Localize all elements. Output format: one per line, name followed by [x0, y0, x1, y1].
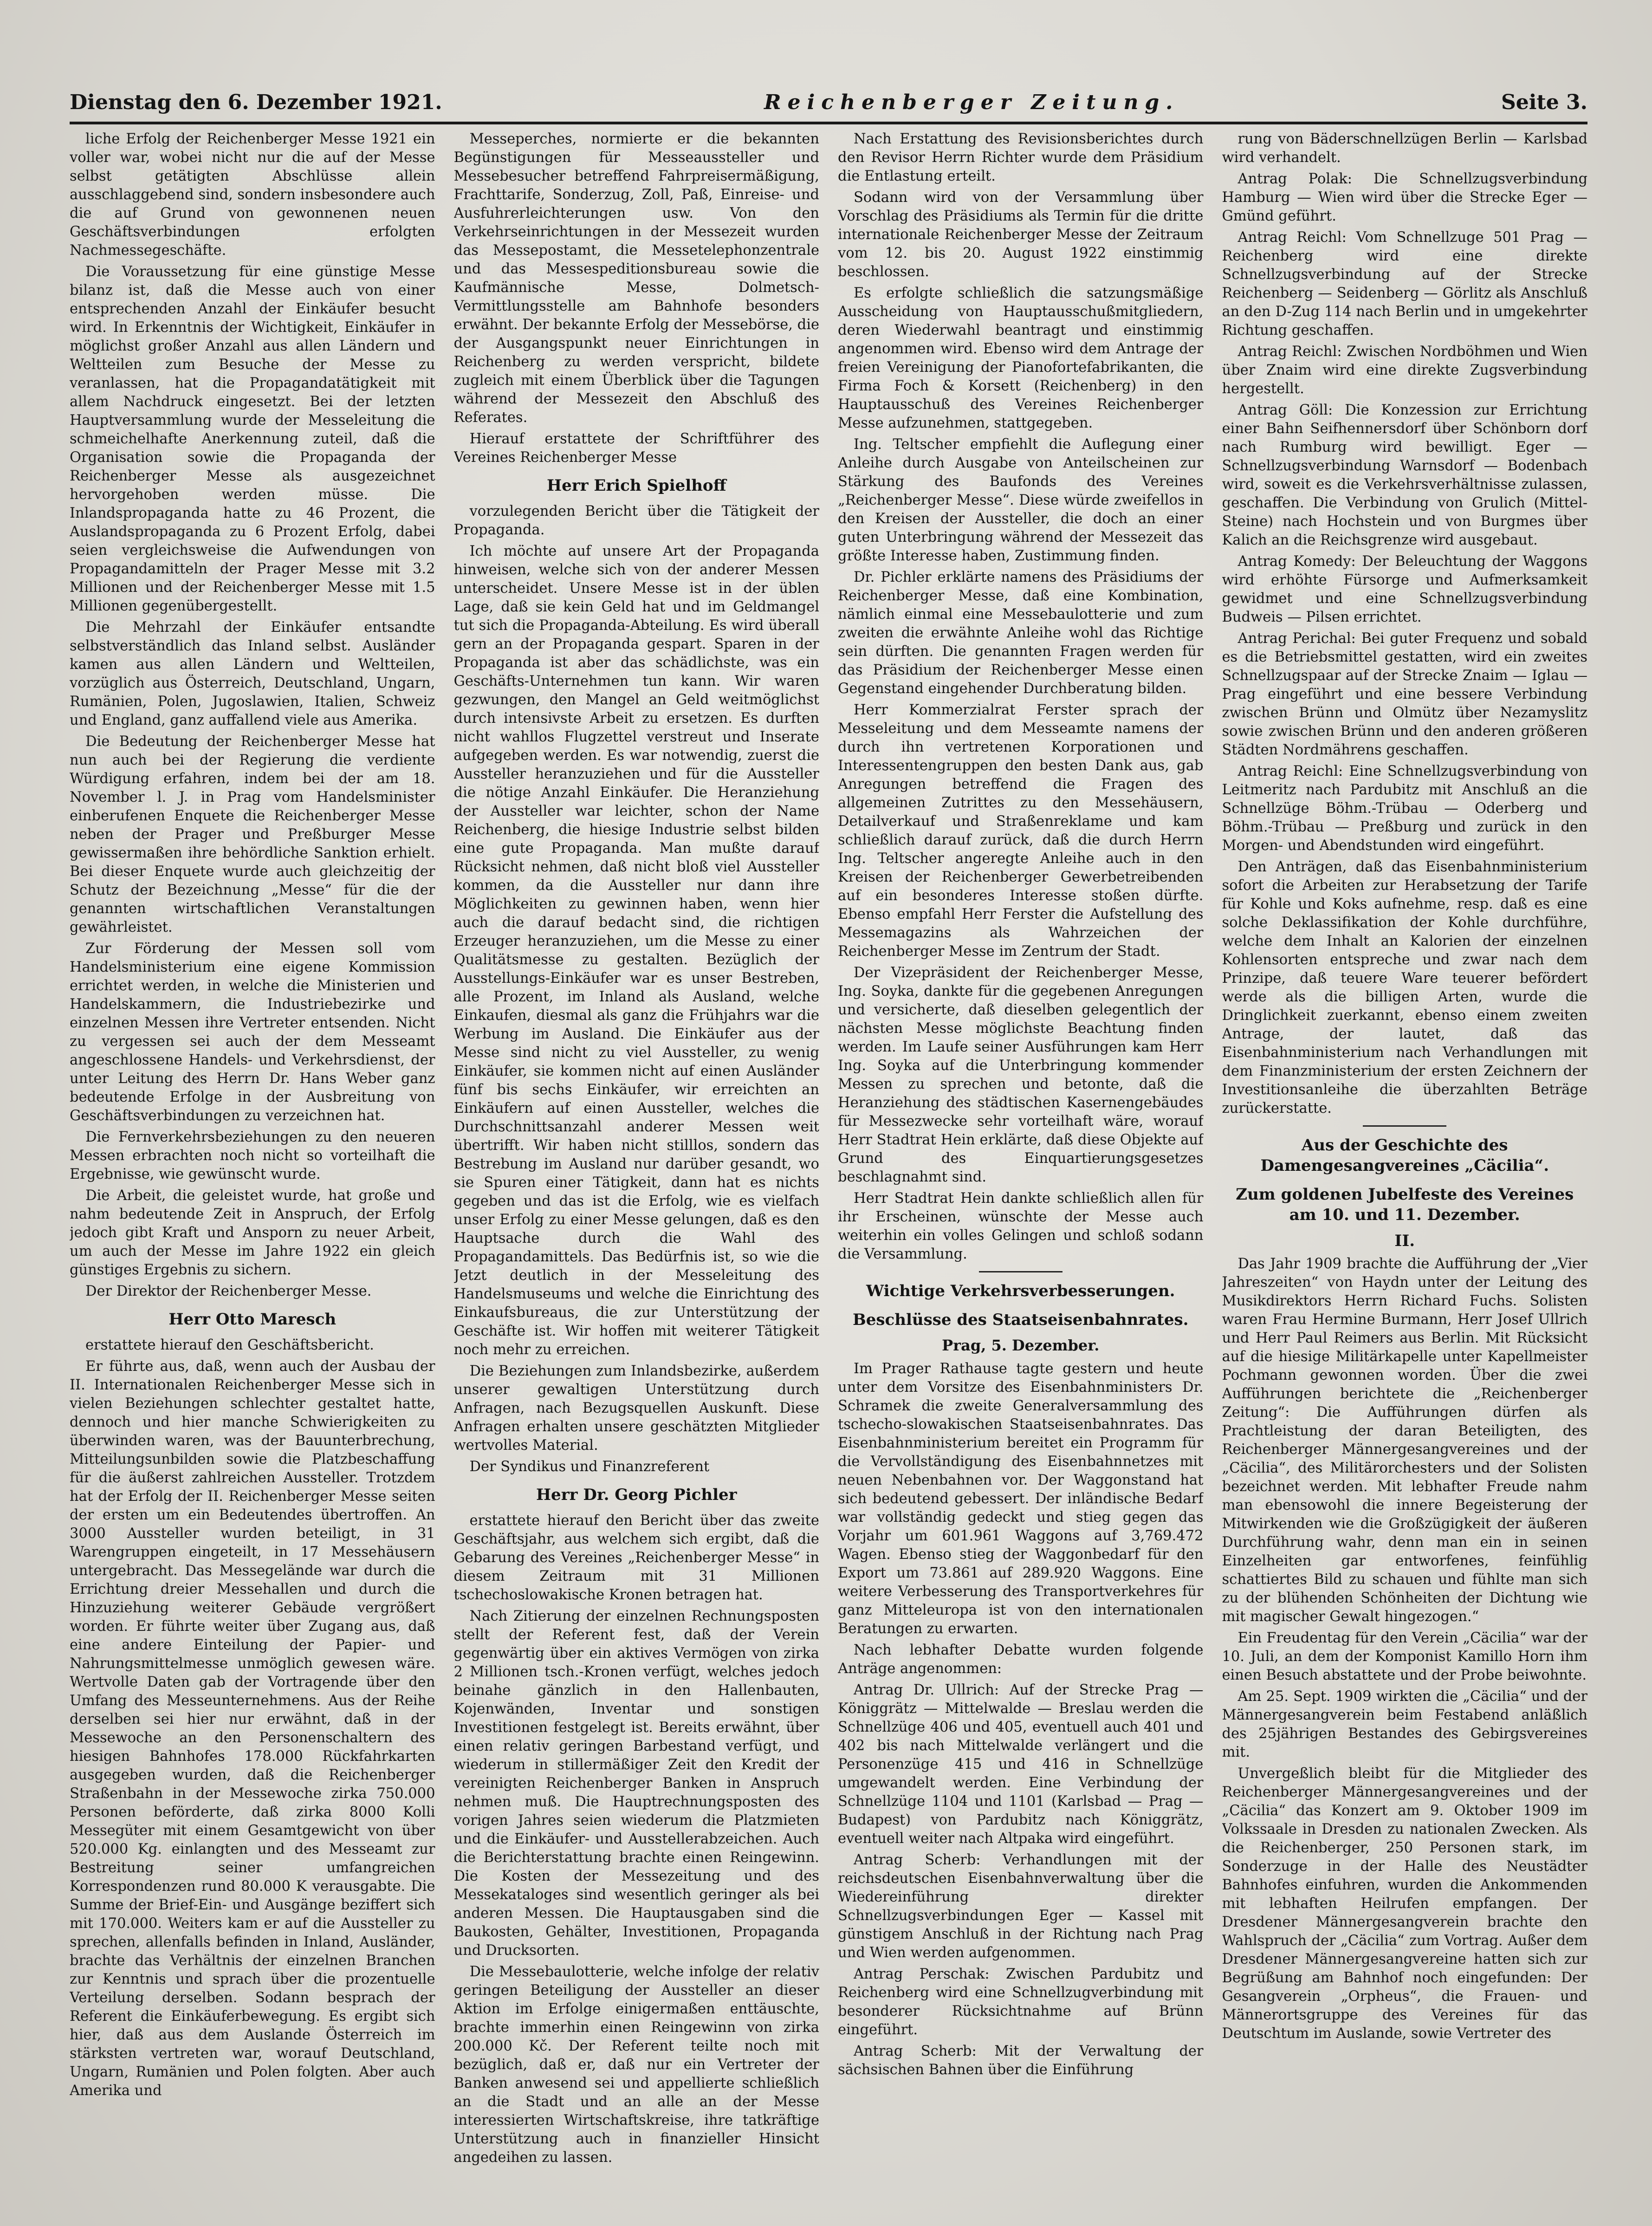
column-2: [454, 130, 820, 2200]
part-numeral: II.: [1394, 1232, 1415, 1250]
paragraph: Nach Zitierung der einzelnen Rechnungsposten stellt der Referent fest, daß der Verein gegenwärtig über ein aktives Vermögen von zirka 2 Millionen tsch.-Kronen verfügt, welches jedoch beinahe gänzlich in den Hallenbauten, Kojenwänden, Inventar und sonstigen Investitionen festgelegt ist. Bereits erwähnt, über einen relativ geringen Barbestand verfügt, und wiederum in stillermäßiger Zeit den Kredit der vereinigten Reichenberger Banken in Anspruch nehmen muß. Die Hauptrechnungsposten des vorigen Jahres seien wiederum die Platzmieten und die Einkäufer- und Ausstellerabzeichen. Auch die Berichterstattung brachte einen Reingewinn. Die Kosten der Messezeitung und des Messekataloges sind wesentlich geringer als bei anderen Messen. Die Hauptausgaben sind die Baukosten, Gehälter, Investitionen, Propaganda und Drucksorten.: [453, 1608, 819, 1959]
paragraph: Der Syndikus und Finanzreferent: [469, 1459, 710, 1475]
dateline: Prag, 5. Dezember.: [942, 1337, 1100, 1354]
section-heading: Wichtige Verkehrsverbesserungen.: [866, 1282, 1175, 1300]
paragraph: Die Fernverkehrsbeziehungen zu den neueren Messen erbrachten noch nicht so vorteilhaft die Ergebnisse, wie gewünscht wurde.: [70, 1129, 435, 1182]
section-heading: Herr Erich Spielhoff: [546, 476, 726, 495]
paragraph: Messeperches, normierte er die bekannten Begünstigungen für Messeaussteller und Messebesucher betreffend Fahrpreisermäßigung, Frachttarife, Sonderzug, Zoll, Paß, Einreise- und Ausfuhrerleichterungen usw. Von den Verkehrseinrichtungen in der Messezeit wurden das Messepostamt, die Messetelephonzentrale und das Messespeditionsbureau sowie die Kaufmännische Messe, Dolmetsch-Vermittlungsstelle am Bahnhofe besonders erwähnt. Der bekannte Erfolg der Messebörse, die der Ausgangspunkt neuer Einrichtungen in Reichenberg zu werden verspricht, bildete zugleich mit einem Überblick über die Tagungen während der Messezeit den Abschluß des Referates.: [453, 131, 819, 426]
paragraph: Der Direktor der Reichenberger Messe.: [85, 1283, 372, 1299]
paragraph: Antrag Dr. Ullrich: Auf der Strecke Prag — Königgrätz — Mittelwalde — Breslau werden die Schnellzüge 406 und 405, eventuell auch 401 und 402 bis nach Mittelwalde verlängert und die Personenzüge 415 und 416 in Schnellzüge umgewandelt werden. Eine Verbindung der Schnellzüge 1104 und 1101 (Karlsbad — Prag — Budapest) von Pardubitz nach Königgrätz, eventuell weiter nach Altpaka wird eingeführt.: [838, 1682, 1204, 1847]
paragraph: Er führte aus, daß, wenn auch der Ausbau der II. Internationalen Reichenberger Messe sich in vielen Beziehungen schlechter gestaltet hatte, dennoch und hier manche Schwierigkeiten zu überwinden waren, was der Bauunterbrechung, Mitteilungsunbilden sowie die Platzbeschaffung für die äußerst zahlreichen Aussteller. Trotzdem hat der Erfolg der II. Reichenberger Messe seiten der ersten um ein Bedeutendes übertroffen. An 3000 Aussteller wurden beteiligt, in 31 Warengruppen eingeteilt, in 17 Messehäusern untergebracht. Das Messegelände war durch die Errichtung dreier Messehallen und durch die Hinzuziehung weiterer Gebäude vergrößert worden. Er führte weiter über Zugang aus, daß eine andere Einteilung der Papier- und Nahrungsmittelmesse unmöglich gewesen wäre. Wertvolle Daten gab der Vortragende über den Umfang des Messeunternehmens. Aus der Reihe derselben sei hier nur erwähnt, daß in der Messewoche an den Personenschaltern des hiesigen Bahnhofes 178.000 Rückfahrkarten ausgegeben wurden, daß die Reichenberger Straßenbahn in der Messewoche zirka 750.000 Personen beförderte, daß zirka 8000 Kolli Messegüter mit einem Gesamtgewicht von über 520.000 Kg. einlangten und des Messeamt zur Bestreitung seiner umfangreichen Korrespondenzen rund 80.000 K verausgabte. Die Summe der Brief-Ein- und Ausgänge beziffert sich mit 170.000. Weiters kam er auf die Aussteller zu sprechen, allenfalls befinden in Inland, Ausländer, brachte das Verhältnis der einzelnen Branchen zur Kenntnis und sprach über die prozentuelle Verteilung derselben. Sodann besprach der Referent die Einkäuferbewegung. Es ergibt sich hier, daß aus dem Auslande Österreich im stärksten vertreten war, worauf Deutschland, Ungarn, Rumänien und Polen folgten. Aber auch Amerika und: [70, 1358, 435, 2099]
section-heading: Zum goldenen Jubelfeste des Vereines am 10. und 11. Dezember.: [1236, 1185, 1574, 1224]
paragraph: Herr Kommerzialrat Ferster sprach der Messeleitung und dem Messeamte namens der durch ihn vertretenen Korporationen und Interessentengruppen den besten Dank aus, gab Anregungen betreffend die Fragen des allgemeinen Zutrittes zu den Messehäusern, Detailverkauf und Straßenreklame und kam schließlich darauf zurück, daß die durch Herrn Ing. Teltscher angeregte Anleihe auch in den Kreisen der Reichenberger Gewerbetreibenden auf ein besonderes Interesse stoßen dürfte. Ebenso empfahl Herr Ferster die Aufstellung des Messemagazins als Wahrzeichen der Reichenberger Messe im Zentrum der Stadt.: [838, 702, 1204, 960]
column-4: [1222, 130, 1588, 2200]
paragraph: Ich möchte auf unsere Art der Propaganda hinweisen, welche sich von der anderer Messen unterscheidet. Unsere Messe ist in der üblen Lage, daß sie kein Geld hat und im Geldmangel tut sich die Propaganda-Abteilung. Es wird überall gern an der Propaganda gespart. Sparen in der Propaganda ist aber das schädlichste, was ein Geschäfts-Unternehmen tun kann. Wir waren gezwungen, den Mangel an Geld weitmöglichst durch intensivste Arbeit zu ersetzen. Es durften nicht wahllos Flugzettel verstreut und Inserate aufgegeben werden. Es war notwendig, zuerst die Aussteller heranzuziehen und für die Aussteller die nötige Anzahl Einkäufer. Die Heranziehung der Aussteller war leichter, schon der Name Reichenberg, die hiesige Industrie selbst bilden eine gute Propaganda. Man mußte darauf Rücksicht nehmen, daß nicht bloß viel Aussteller kommen, da die Aussteller nur dann ihre Möglichkeiten zu gewinnen haben, wenn hier auch die darauf bedacht sind, die richtigen Erzeuger heranzuziehen, um die Messe zu einer Qualitätsmesse zu gestalten. Bezüglich der Ausstellungs-Einkäufer war es unser Bestreben, alle Prozent, im Inland als Ausland, welche Einkaufen, diesmal als ganz die Frühjahrs war die Werbung im Ausland. Die Einkäufer aus der Messe sind nicht zu viel Aussteller, zu wenig Einkäufer, sie kommen nicht auf einen Ausländer fünf bis sechs Einkäufer, wir erreichten an Einkäufern auf einen Aussteller, welches die Durchschnittsanzahl anderer Messen weit übertrifft. Wir haben nicht stilllos, sondern das Bestrebung im Ausland nur darüber gesandt, wo sie Spuren einer Tätigkeit, dann hat es nichts gegeben und das ist die Erfolg, wie es vielfach unser Erfolg zu einer Messe gelungen, daß es den Hauptsache durch die Wahl des Propagandamittels. Das Bedürfnis ist, so wie die Jetzt deutlich in der Messeleitung des Handelsmuseums und welche die Einrichtung des Einkaufsbureaus, die zur Unterstützung der Geschäfte ist. Wir hoffen mit weiterer Tätigkeit noch mehr zu erreichen.: [453, 543, 819, 1358]
paragraph: Die Messebaulotterie, welche infolge der relativ geringen Beteiligung der Aussteller an dieser Aktion im Erfolge einigermaßen enttäuschte, brachte immerhin einen Reingewinn von zirka 200.000 Kč. Der Referent teilte noch mit bezüglich, daß er, daß nur ein Vertreter der Banken anwesend sei und appellierte schließlich an die Stadt und an alle an der Messe interessierten Wirtschaftskreise, ihre tatkräftige Unterstützung auch in finanzieller Hinsicht angedeihen zu lassen.: [453, 1964, 819, 2166]
masthead: Reichenberger Zeitung.: [764, 90, 1179, 114]
paragraph: Antrag Reichl: Zwischen Nordböhmen und Wien über Znaim wird eine direkte Zugsverbindung hergestellt.: [1222, 344, 1587, 397]
paragraph: erstattete hierauf den Bericht über das zweite Geschäftsjahr, aus welchem sich ergibt, daß die Gebarung des Vereines „Reichenberger Messe“ in diesem Zeitraum mit 31 Millionen tschechoslowakische Kronen betragen hat.: [453, 1512, 819, 1603]
section-heading: Herr Otto Maresch: [168, 1310, 337, 1329]
paragraph: Nach Erstattung des Revisionsberichtes durch den Revisor Herrn Richter wurde dem Präsidium die Entlastung erteilt.: [838, 131, 1204, 184]
paragraph: Das Jahr 1909 brachte die Aufführung der „Vier Jahreszeiten“ von Haydn unter der Leitung des Musikdirektors Herrn Richard Fuchs. Solisten waren Frau Hermine Burmann, Herr Josef Ullrich und Herr Paul Reimers aus Berlin. Mit Rücksicht auf die hiesige Militärkapelle unter Kapellmeister Pochmann gewonnen worden. Über die zwei Aufführungen berichtete die „Reichenberger Zeitung“: Die Aufführungen dürfen als Prachtleistung der daran Beteiligten, des Reichenberger Männergesangvereines und der „Cäcilia“, des Militärorchesters und der Solisten bezeichnet werden. Mit lebhafter Freude nahm man ebensowohl die innere Begeisterung der Mitwirkenden wie die Großzügigkeit der äußeren Durchführung wahr, denn man ein in seinen Einzelheiten gar entworfenes, feinfühlig schattiertes Bild zu schauen und fühlte man sich zu der blühenden Schönheiten der Dichtung wie mit magischer Gewalt hingezogen.“: [1222, 1256, 1587, 1625]
paragraph: Den Anträgen, daß das Eisenbahnministerium sofort die Arbeiten zur Herabsetzung der Tarife für Kohle und Koks aufnehme, resp. daß es eine solche Deklassifikation der Kohle durchführe, welche dem Inhalt an Kalorien der einzelnen Kohlensorten entspreche und zwar nach dem Prinzipe, daß teuere Ware teuerer befördert werde als die billigen Arten, wurde die Dringlichkeit zuerkannt, ebenso einem zweiten Antrage, der lautet, daß das Eisenbahnministerium nach Verhandlungen mit dem Finanzministerium der ersten Zeichnern der Investitionsanleihe die überzahlten Beträge zurückerstatte.: [1222, 859, 1587, 1116]
page-number: Seite 3.: [1501, 90, 1587, 114]
section-heading: Beschlüsse des Staatseisenbahnrates.: [853, 1311, 1189, 1329]
paragraph: Zur Förderung der Messen soll vom Handelsministerium eine eigene Kommission errichtet werden, in welche die Ministerien und Handelskammern, die Industriebezirke und einzelnen Messen ihre Vertreter entsenden. Nicht zu vergessen sei auch der dem Messeamt angeschlossene Handels- und Verkehrsdienst, der unter Leitung des Herrn Dr. Hans Weber ganz bedeutende Erfolge in der Ausbreitung von Geschäftsverbindungen zu verzeichnen hat.: [70, 941, 435, 1124]
column-3: [838, 130, 1204, 2200]
paragraph: Die Beziehungen zum Inlandsbezirke, außerdem unserer gewaltigen Unterstützung durch Anfragen, nach Bezugsquellen Auskunft. Diese Anfragen erhalten unsere geschätzten Mitglieder wertvolles Material.: [453, 1363, 819, 1454]
paragraph: Unvergeßlich bleibt für die Mitglieder des Reichenberger Männergesangvereines und der „Cäcilia“ das Konzert am 9. Oktober 1909 im Volkssaale in Dresden zu nationalen Zwecken. Als die Reichenberger, 250 Personen stark, im Sonderzuge in der Halle des Neustädter Bahnhofes einfuhren, wurden die Ankommenden mit lebhaften Heilrufen empfangen. Der Dresdener Männergesangverein brachte den Wahlspruch der „Cäcilia“ zum Vortrag. Außer dem Dresdener Männergesangvereine hatten sich zur Begrüßung am Bahnhof noch eingefunden: Der Gesangverein „Orpheus“, die Frauen- und Männerortsgruppe des Vereines für das Deutschtum im Auslande, sowie Vertreter des: [1222, 1765, 1587, 2042]
page-header: [70, 84, 1587, 121]
section-heading: Herr Dr. Georg Pichler: [536, 1486, 737, 1504]
paragraph: vorzulegenden Bericht über die Tätigkeit der Propaganda.: [453, 503, 819, 538]
column-1: [70, 130, 435, 2200]
article-divider: [979, 1271, 1062, 1272]
paragraph: Antrag Scherb: Mit der Verwaltung der sächsischen Bahnen über die Einführung: [838, 2043, 1204, 2078]
paragraph: Antrag Perschak: Zwischen Pardubitz und Reichenberg wird eine Schnellzugverbindung mit besonderer Rücksichtnahme auf Brünn eingeführt.: [838, 1966, 1204, 2038]
paragraph: Dr. Pichler erklärte namens des Präsidiums der Reichenberger Messe, daß eine Kombination, nämlich einmal eine Messebaulotterie und zum zweiten die erwähnte Anleihe wohl das Richtige sein dürften. Die genannten Fragen werden für das Präsidium der Reichenberger Messe einen Gegenstand eingehender Durchberatung bilden.: [838, 569, 1204, 697]
paragraph: Antrag Reichl: Eine Schnellzugsverbindung von Leitmeritz nach Pardubitz mit Anschluß an die Schnellzüge Böhm.-Trübau — Oderberg und Böhm.-Trübau — Preßburg und zurück in den Morgen- und Abendstunden wird eingeführt.: [1222, 763, 1587, 854]
paragraph: Antrag Göll: Die Konzession zur Errichtung einer Bahn Seifhennersdorf über Schönborn dorf nach Rumburg wird bewilligt. Eger — Schnellzugsverbindung Warnsdorf — Bodenbach wird, soweit es die Verkehrsverhältnisse zulassen, geschaffen. Die Verbindung von Grulich (Mittel-Steine) nach Hochstein und von Burgmes über Kalich an die Reichsgrenze wird ausgebaut.: [1222, 402, 1587, 548]
paragraph: Antrag Polak: Die Schnellzugsverbindung Hamburg — Wien wird über die Strecke Eger — Gmünd geführt.: [1222, 171, 1587, 224]
paragraph: Ein Freudentag für den Verein „Cäcilia“ war der 10. Juli, an dem der Komponist Kamillo Horn ihm einen Besuch abstattete und der Probe beiwohnte.: [1222, 1630, 1587, 1683]
paragraph: Am 25. Sept. 1909 wirkten die „Cäcilia“ und der Männergesangverein beim Festabend anläßlich des 25jährigen Bestandes des Gebirgsvereines mit.: [1222, 1688, 1587, 1760]
paragraph: Die Voraussetzung für eine günstige Messe bilanz ist, daß die Messe auch von einer entsprechenden Anzahl der Einkäufer besucht wird. In Erkenntnis der Wichtigkeit, Einkäufer in möglichst großer Anzahl aus allen Ländern und Weltteilen zum Besuche der Messe zu veranlassen, hat die Propagandatätigkeit mit allem Nachdruck eingesetzt. Bei der letzten Hauptversammlung wurde der Messeleitung die schmeichelhafte Anerkennung zuteil, daß die Organisation sowie die Propaganda der Reichenberger Messe als ausgezeichnet hervorgehoben werden müsse. Die Inlandspropaganda hatte zu 46 Prozent, die Auslandspropaganda zu 6 Prozent Erfolg, dabei seien vergleichsweise die Aufwendungen von Propagandamitteln der Prager Messe mit 3.2 Millionen und der Reichenberger Messe mit 1.5 Millionen gegenübergestellt.: [70, 264, 435, 614]
paragraph: Hierauf erstattete der Schriftführer des Vereines Reichenberger Messe: [453, 431, 819, 466]
header-rule: [70, 122, 1587, 124]
paragraph: Nach lebhafter Debatte wurden folgende Anträge angenommen:: [838, 1642, 1204, 1677]
paragraph: Ing. Teltscher empfiehlt die Auflegung einer Anleihe durch Ausgabe von Anteilscheinen zur Stärkung des Baufonds des Vereines „Reichenberger Messe“. Diese würde zweifellos in den Kreisen der Aussteller, die doch an einer guten Unterbringung während der Messezeit das größte Interesse haben, Zustimmung finden.: [838, 436, 1204, 564]
paragraph: Die Arbeit, die geleistet wurde, hat große und nahm bedeutende Zeit in Anspruch, der Erfolg jedoch gibt Kraft und Ansporn zu neuer Arbeit, um auch der Messe im Jahre 1922 ein gleich günstiges Ergebnis zu sichern.: [70, 1188, 435, 1278]
paragraph: Sodann wird von der Versammlung über Vorschlag des Präsidiums als Termin für die dritte internationale Reichenberger Messe der Zeitraum vom 12. bis 20. August 1922 einstimmig beschlossen.: [838, 189, 1204, 280]
paragraph: erstattete hierauf den Geschäftsbericht.: [85, 1337, 374, 1353]
paragraph: Herr Stadtrat Hein dankte schließlich allen für ihr Erscheinen, wünschte der Messe auch weiterhin ein volles Gelingen und schloß sodann die Versammlung.: [838, 1190, 1204, 1262]
paragraph: Antrag Scherb: Verhandlungen mit der reichsdeutschen Eisenbahnverwaltung über die Wiedereinführung direkter Schnellzugsverbindungen Eger — Kassel mit günstigem Anschluß in der Richtung nach Prag und Wien werden aufgenommen.: [838, 1852, 1204, 1961]
paragraph: Es erfolgte schließlich die satzungsmäßige Ausscheidung von Hauptausschußmitgliedern, deren Wiederwahl beantragt und einstimmig angenommen wird. Ebenso wird dem Antrage der freien Vereinigung der Pianofortefabrikanten, die Firma Foch & Korsett (Reichenberg) in den Hauptausschuß des Vereines Reichenberger Messe aufzunehmen, stattgegeben.: [838, 285, 1204, 431]
paragraph: Im Prager Rathause tagte gestern und heute unter dem Vorsitze des Eisenbahnministers Dr. Schramek die zweite Generalversammlung des tschecho-slowakischen Staatseisenbahnrates. Das Eisenbahnministerium bereitet ein Programm für die Vervollständigung des Eisenbahnnetzes mit neuen Nebenbahnen vor. Der Waggonstand hat sich bedeutend gebessert. Der inländische Bedarf war vollständig gedeckt und stieg gegen das Vorjahr um 601.961 Waggons auf 3,769.472 Wagen. Ebenso stieg der Waggonbedarf für den Export um 73.861 auf 289.920 Waggons. Eine weitere Verbesserung des Transportverkehres für ganz Mitteleuropa ist von den internationalen Beratungen zu erwarten.: [838, 1361, 1204, 1637]
paragraph: Die Mehrzahl der Einkäufer entsandte selbstverständlich das Inland selbst. Ausländer kamen aus allen Ländern und Weltteilen, vorzüglich aus Österreich, Deutschland, Ungarn, Rumänien, Polen, Jugoslawien, Italien, Schweiz und England, ganz auffallend viele aus Amerika.: [70, 619, 435, 728]
article-divider: [1363, 1125, 1446, 1127]
issue-date: Dienstag den 6. Dezember 1921.: [70, 90, 442, 114]
article-columns: [70, 130, 1587, 2200]
paragraph: Antrag Reichl: Vom Schnellzuge 501 Prag — Reichenberg wird eine direkte Schnellzugsverbindung auf der Strecke Reichenberg — Seidenberg — Görlitz als Anschluß an den D-Zug 114 nach Berlin und in umgekehrter Richtung geschaffen.: [1222, 229, 1587, 338]
section-heading: Aus der Geschichte des Damengesangvereines „Cäcilia“.: [1260, 1136, 1549, 1175]
paragraph: Antrag Perichal: Bei guter Frequenz und sobald es die Betriebsmittel gestatten, wird ein zweites Schnellzugspaar auf der Strecke Znaim — Iglau — Prag eingeführt und eine bessere Verbindung zwischen Brünn und Olmütz über Nezamyslitz sowie zwischen Brünn und den anderen größeren Städten Nordmährens geschaffen.: [1222, 630, 1587, 758]
paragraph: rung von Bäderschnellzügen Berlin — Karlsbad wird verhandelt.: [1222, 131, 1587, 166]
paragraph: Die Bedeutung der Reichenberger Messe hat nun auch bei der Regierung die verdiente Würdigung erfahren, indem bei der am 18. November l. J. in Prag vom Handelsminister einberufenen Enquete die Reichenberger Messe neben der Prager und Preßburger Messe gewissermaßen ihre behördliche Sanktion erhielt. Bei dieser Enquete wurde auch gleichzeitig der Schutz der Bezeichnung „Messe“ für die der genannten wirtschaftlichen Veranstaltungen gewährleistet.: [70, 733, 435, 935]
paragraph: Der Vizepräsident der Reichenberger Messe, Ing. Soyka, dankte für die gegebenen Anregungen und versicherte, daß dieselben gelegentlich der nächsten Messe möglichste Beachtung finden werden. Im Laufe seiner Ausführungen kam Herr Ing. Soyka auf die Unterbringung kommender Messen zu sprechen und betonte, daß die Heranziehung des städtischen Kasernengebäudes für Messezwecke sehr vorteilhaft wäre, worauf Herr Stadtrat Hein erklärte, daß diese Objekte auf Grund des Einquartierungsgesetzes beschlagnahmt sind.: [838, 965, 1204, 1185]
paragraph: liche Erfolg der Reichenberger Messe 1921 ein voller war, wobei nicht nur die auf der Messe selbst getätigten Abschlüsse allein ausschlaggebend sind, sondern insbesondere auch die auf Grund von gewonnenen neuen Geschäftsverbindungen erfolgten Nachmessegeschäfte.: [70, 131, 435, 259]
paragraph: Antrag Komedy: Der Beleuchtung der Waggons wird erhöhte Fürsorge und Aufmerksamkeit gewidmet und eine Schnellzugsverbindung Budweis — Pilsen errichtet.: [1222, 553, 1587, 625]
